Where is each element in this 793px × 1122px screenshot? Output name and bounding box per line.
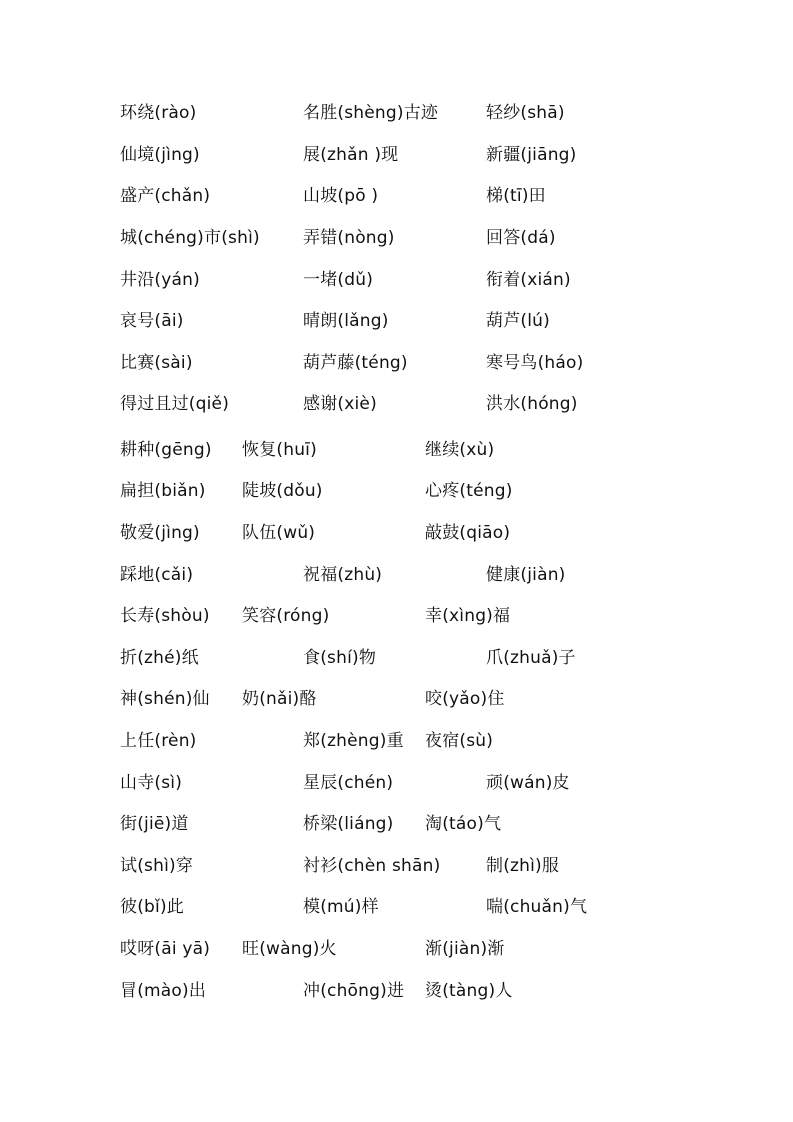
vocab-row xyxy=(0,560,793,590)
vocab-entry: 踩地(cǎi) xyxy=(120,565,194,585)
vocab-entry: 回答(dá) xyxy=(486,228,556,248)
vocab-entry: 城(chéng)市(shì) xyxy=(120,228,260,248)
vocab-entry: 健康(jiàn) xyxy=(486,565,566,585)
vocab-entry: 咬(yǎo)住 xyxy=(425,689,505,709)
vocab-row xyxy=(0,768,793,798)
vocab-entry: 冲(chōng)进 xyxy=(303,981,405,1001)
vocab-row xyxy=(0,892,793,922)
vocab-entry: 淘(táo)气 xyxy=(425,814,502,834)
vocab-entry: 夜宿(sù) xyxy=(425,731,494,751)
vocab-entry: 旺(wàng)火 xyxy=(242,939,337,959)
vocab-row xyxy=(0,601,793,631)
vocab-entry: 折(zhé)纸 xyxy=(120,648,199,668)
vocab-entry: 星辰(chén) xyxy=(303,773,394,793)
vocab-entry: 喘(chuǎn)气 xyxy=(486,897,588,917)
vocab-row xyxy=(0,726,793,756)
vocab-entry: 展(zhǎn )现 xyxy=(303,145,399,165)
vocab-entry: 葫芦(lú) xyxy=(486,311,550,331)
vocab-entry: 渐(jiàn)渐 xyxy=(425,939,505,959)
vocab-row xyxy=(0,389,793,419)
vocab-entry: 得过且过(qiě) xyxy=(120,394,230,414)
vocab-entry: 祝福(zhù) xyxy=(303,565,383,585)
vocab-row xyxy=(0,265,793,295)
vocab-entry: 烫(tàng)人 xyxy=(425,981,513,1001)
vocab-entry: 梯(tī)田 xyxy=(486,186,546,206)
vocab-entry: 街(jiē)道 xyxy=(120,814,189,834)
vocab-row xyxy=(0,223,793,253)
vocab-row xyxy=(0,306,793,336)
vocab-row xyxy=(0,851,793,881)
vocab-entry: 衬衫(chèn shān) xyxy=(303,856,441,876)
vocab-entry: 陡坡(dǒu) xyxy=(242,481,323,501)
vocab-entry: 弄错(nòng) xyxy=(303,228,395,248)
vocab-entry: 衔着(xián) xyxy=(486,270,571,290)
vocab-entry: 轻纱(shā) xyxy=(486,103,565,123)
vocab-entry: 郑(zhèng)重 xyxy=(303,731,404,751)
vocab-entry: 试(shì)穿 xyxy=(120,856,194,876)
vocab-entry: 笑容(róng) xyxy=(242,606,330,626)
vocab-entry: 长寿(shòu) xyxy=(120,606,210,626)
vocab-entry: 冒(mào)出 xyxy=(120,981,207,1001)
vocab-entry: 洪水(hóng) xyxy=(486,394,578,414)
vocab-entry: 哎呀(āi yā) xyxy=(120,939,211,959)
vocab-entry: 神(shén)仙 xyxy=(120,689,210,709)
vocab-entry: 比赛(sài) xyxy=(120,353,193,373)
vocab-entry: 扁担(biǎn) xyxy=(120,481,206,501)
vocab-entry: 山坡(pō ) xyxy=(303,186,379,206)
vocab-entry: 恢复(huī) xyxy=(242,440,317,460)
vocab-row xyxy=(0,435,793,465)
vocab-entry: 食(shí)物 xyxy=(303,648,377,668)
vocab-entry: 哀号(āi) xyxy=(120,311,184,331)
vocab-entry: 耕种(gēng) xyxy=(120,440,212,460)
vocab-entry: 仙境(jìng) xyxy=(120,145,200,165)
vocab-entry: 继续(xù) xyxy=(425,440,495,460)
vocab-entry: 井沿(yán) xyxy=(120,270,200,290)
vocab-row xyxy=(0,98,793,128)
vocab-entry: 感谢(xiè) xyxy=(303,394,377,414)
vocab-entry: 心疼(téng) xyxy=(425,481,513,501)
vocab-entry: 彼(bǐ)此 xyxy=(120,897,184,917)
vocab-row xyxy=(0,684,793,714)
vocab-row xyxy=(0,934,793,964)
vocab-entry: 模(mú)样 xyxy=(303,897,379,917)
vocab-entry: 名胜(shèng)古迹 xyxy=(303,103,439,123)
vocab-row xyxy=(0,976,793,1006)
vocab-entry: 上任(rèn) xyxy=(120,731,197,751)
vocab-entry: 桥梁(liáng) xyxy=(303,814,394,834)
vocab-entry: 爪(zhuǎ)子 xyxy=(486,648,576,668)
vocab-row xyxy=(0,348,793,378)
vocab-entry: 寒号鸟(háo) xyxy=(486,353,584,373)
vocab-entry: 晴朗(lǎng) xyxy=(303,311,389,331)
vocab-entry: 队伍(wǔ) xyxy=(242,523,316,543)
vocab-entry: 盛产(chǎn) xyxy=(120,186,211,206)
vocab-row xyxy=(0,140,793,170)
vocab-row xyxy=(0,518,793,548)
vocab-entry: 葫芦藤(téng) xyxy=(303,353,408,373)
vocab-entry: 敲鼓(qiāo) xyxy=(425,523,511,543)
vocab-row xyxy=(0,643,793,673)
vocab-entry: 环绕(rào) xyxy=(120,103,197,123)
vocab-entry: 一堵(dǔ) xyxy=(303,270,374,290)
vocab-row xyxy=(0,181,793,211)
vocab-entry: 制(zhì)服 xyxy=(486,856,560,876)
vocab-entry: 新疆(jiāng) xyxy=(486,145,577,165)
vocab-entry: 敬爱(jìng) xyxy=(120,523,200,543)
vocab-entry: 顽(wán)皮 xyxy=(486,773,570,793)
vocab-row xyxy=(0,809,793,839)
vocab-entry: 幸(xìng)福 xyxy=(425,606,511,626)
vocab-row xyxy=(0,476,793,506)
vocab-entry: 奶(nǎi)酪 xyxy=(242,689,317,709)
vocab-entry: 山寺(sì) xyxy=(120,773,183,793)
